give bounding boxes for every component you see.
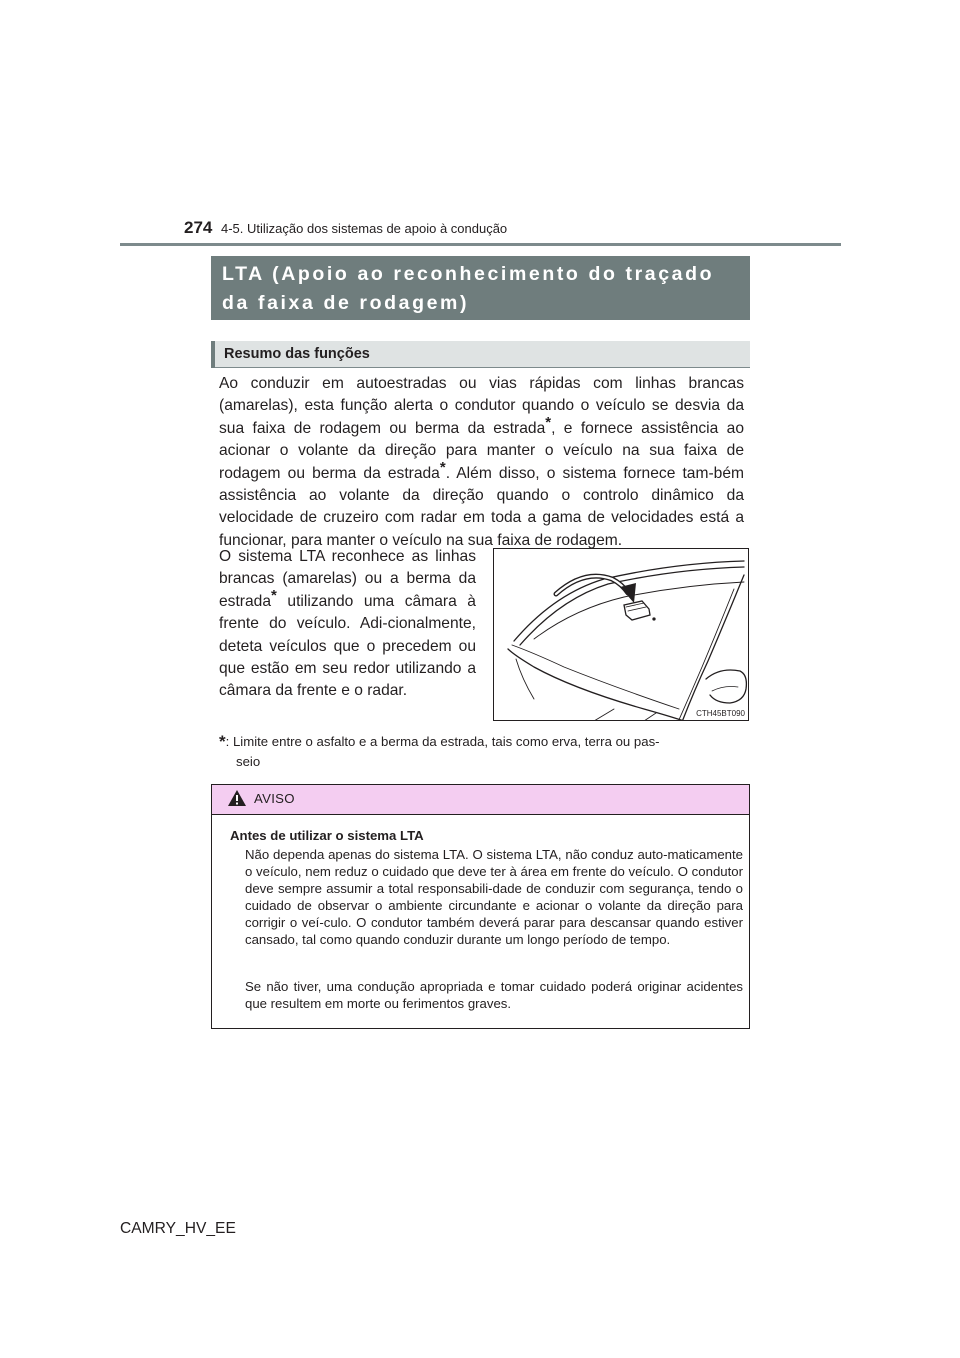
section-path: 4-5. Utilização dos sistemas de apoio à condução (221, 221, 508, 236)
header-rule (120, 243, 841, 246)
asterisk-mark: * (219, 732, 226, 751)
warning-title: AVISO (254, 791, 295, 806)
footnote-line-2: seio (236, 754, 261, 769)
asterisk-mark: * (439, 458, 446, 476)
page-number: 274 (184, 218, 213, 237)
intro-text-2: , e fornece assistência ao acionar o volante da direção para manter o veículo na sua faixa de rodagem ou berma da estrada (219, 419, 744, 482)
footer-code: CAMRY_HV_EE (120, 1220, 236, 1237)
figure-code: CTH45BT090 (696, 709, 745, 718)
title-banner (211, 256, 750, 320)
asterisk-mark: * (271, 586, 277, 604)
intro-paragraph (219, 373, 744, 552)
system-text-2: utilizando uma câmara à frente do veículo. Adi-cionalmente, deteta veículos que o precedem ou que estão em seu redor utilizando a câmara da frente e o radar. (219, 592, 476, 700)
footnote (219, 732, 749, 772)
title-line-2: da faixa de rodagem) (222, 292, 470, 314)
warning-subtitle: Antes de utilizar o sistema LTA (230, 828, 424, 843)
title-line-1: LTA (Apoio ao reconhecimento do traçado (222, 263, 715, 285)
system-text-1: O sistema LTA reconhece as linhas brancas (amarelas) ou a berma da estrada (219, 548, 476, 610)
intro-text-3: . Além disso, o sistema fornece tam-bém assistência ao volante da direção quando o controlo dinâmico da velocidade de cruzeiro com radar em toda a gama de velocidades está a funcionar, para manter o veículo na sua faixa de rodagem. (219, 464, 744, 549)
windshield-camera-illustration (494, 549, 749, 721)
warning-triangle-icon (227, 789, 247, 807)
subheader (211, 341, 750, 368)
intro-text-1: Ao conduzir em autoestradas ou vias rápidas com linhas brancas (amarelas), esta função alerta o condutor quando o veículo se desvia da sua faixa de rodagem ou berma da estrada (219, 375, 744, 437)
system-paragraph (219, 546, 476, 703)
warning-paragraph-1: Não dependa apenas do sistema LTA. O sistema LTA, não conduz auto-maticamente o veículo, nem reduz o cuidado que deve ter à área em frente do veículo. O condutor deve sempre assumir a total responsabili-dade de conduzir com segurança, tendo o cuidado de observar o ambiente circundante e acionar o volante da direção para corrigir o veí-culo. O condutor também deverá parar para descansar quando estiver cansado, tal como quando conduzir durante um longo período de tempo. (245, 847, 743, 947)
warning-header (212, 785, 749, 815)
warning-box (211, 784, 750, 1029)
subheader-text: Resumo das funções (224, 346, 370, 362)
footnote-line-1: : Limite entre o asfalto e a berma da estrada, tais como erva, terra ou pas- (225, 734, 660, 749)
subheader-bar (211, 341, 215, 368)
windshield-camera-figure (493, 548, 749, 721)
warning-paragraph-2: Se não tiver, uma condução apropriada e tomar cuidado poderá originar acidentes que resultem em morte ou ferimentos graves. (245, 979, 743, 1011)
asterisk-mark: * (545, 413, 552, 431)
